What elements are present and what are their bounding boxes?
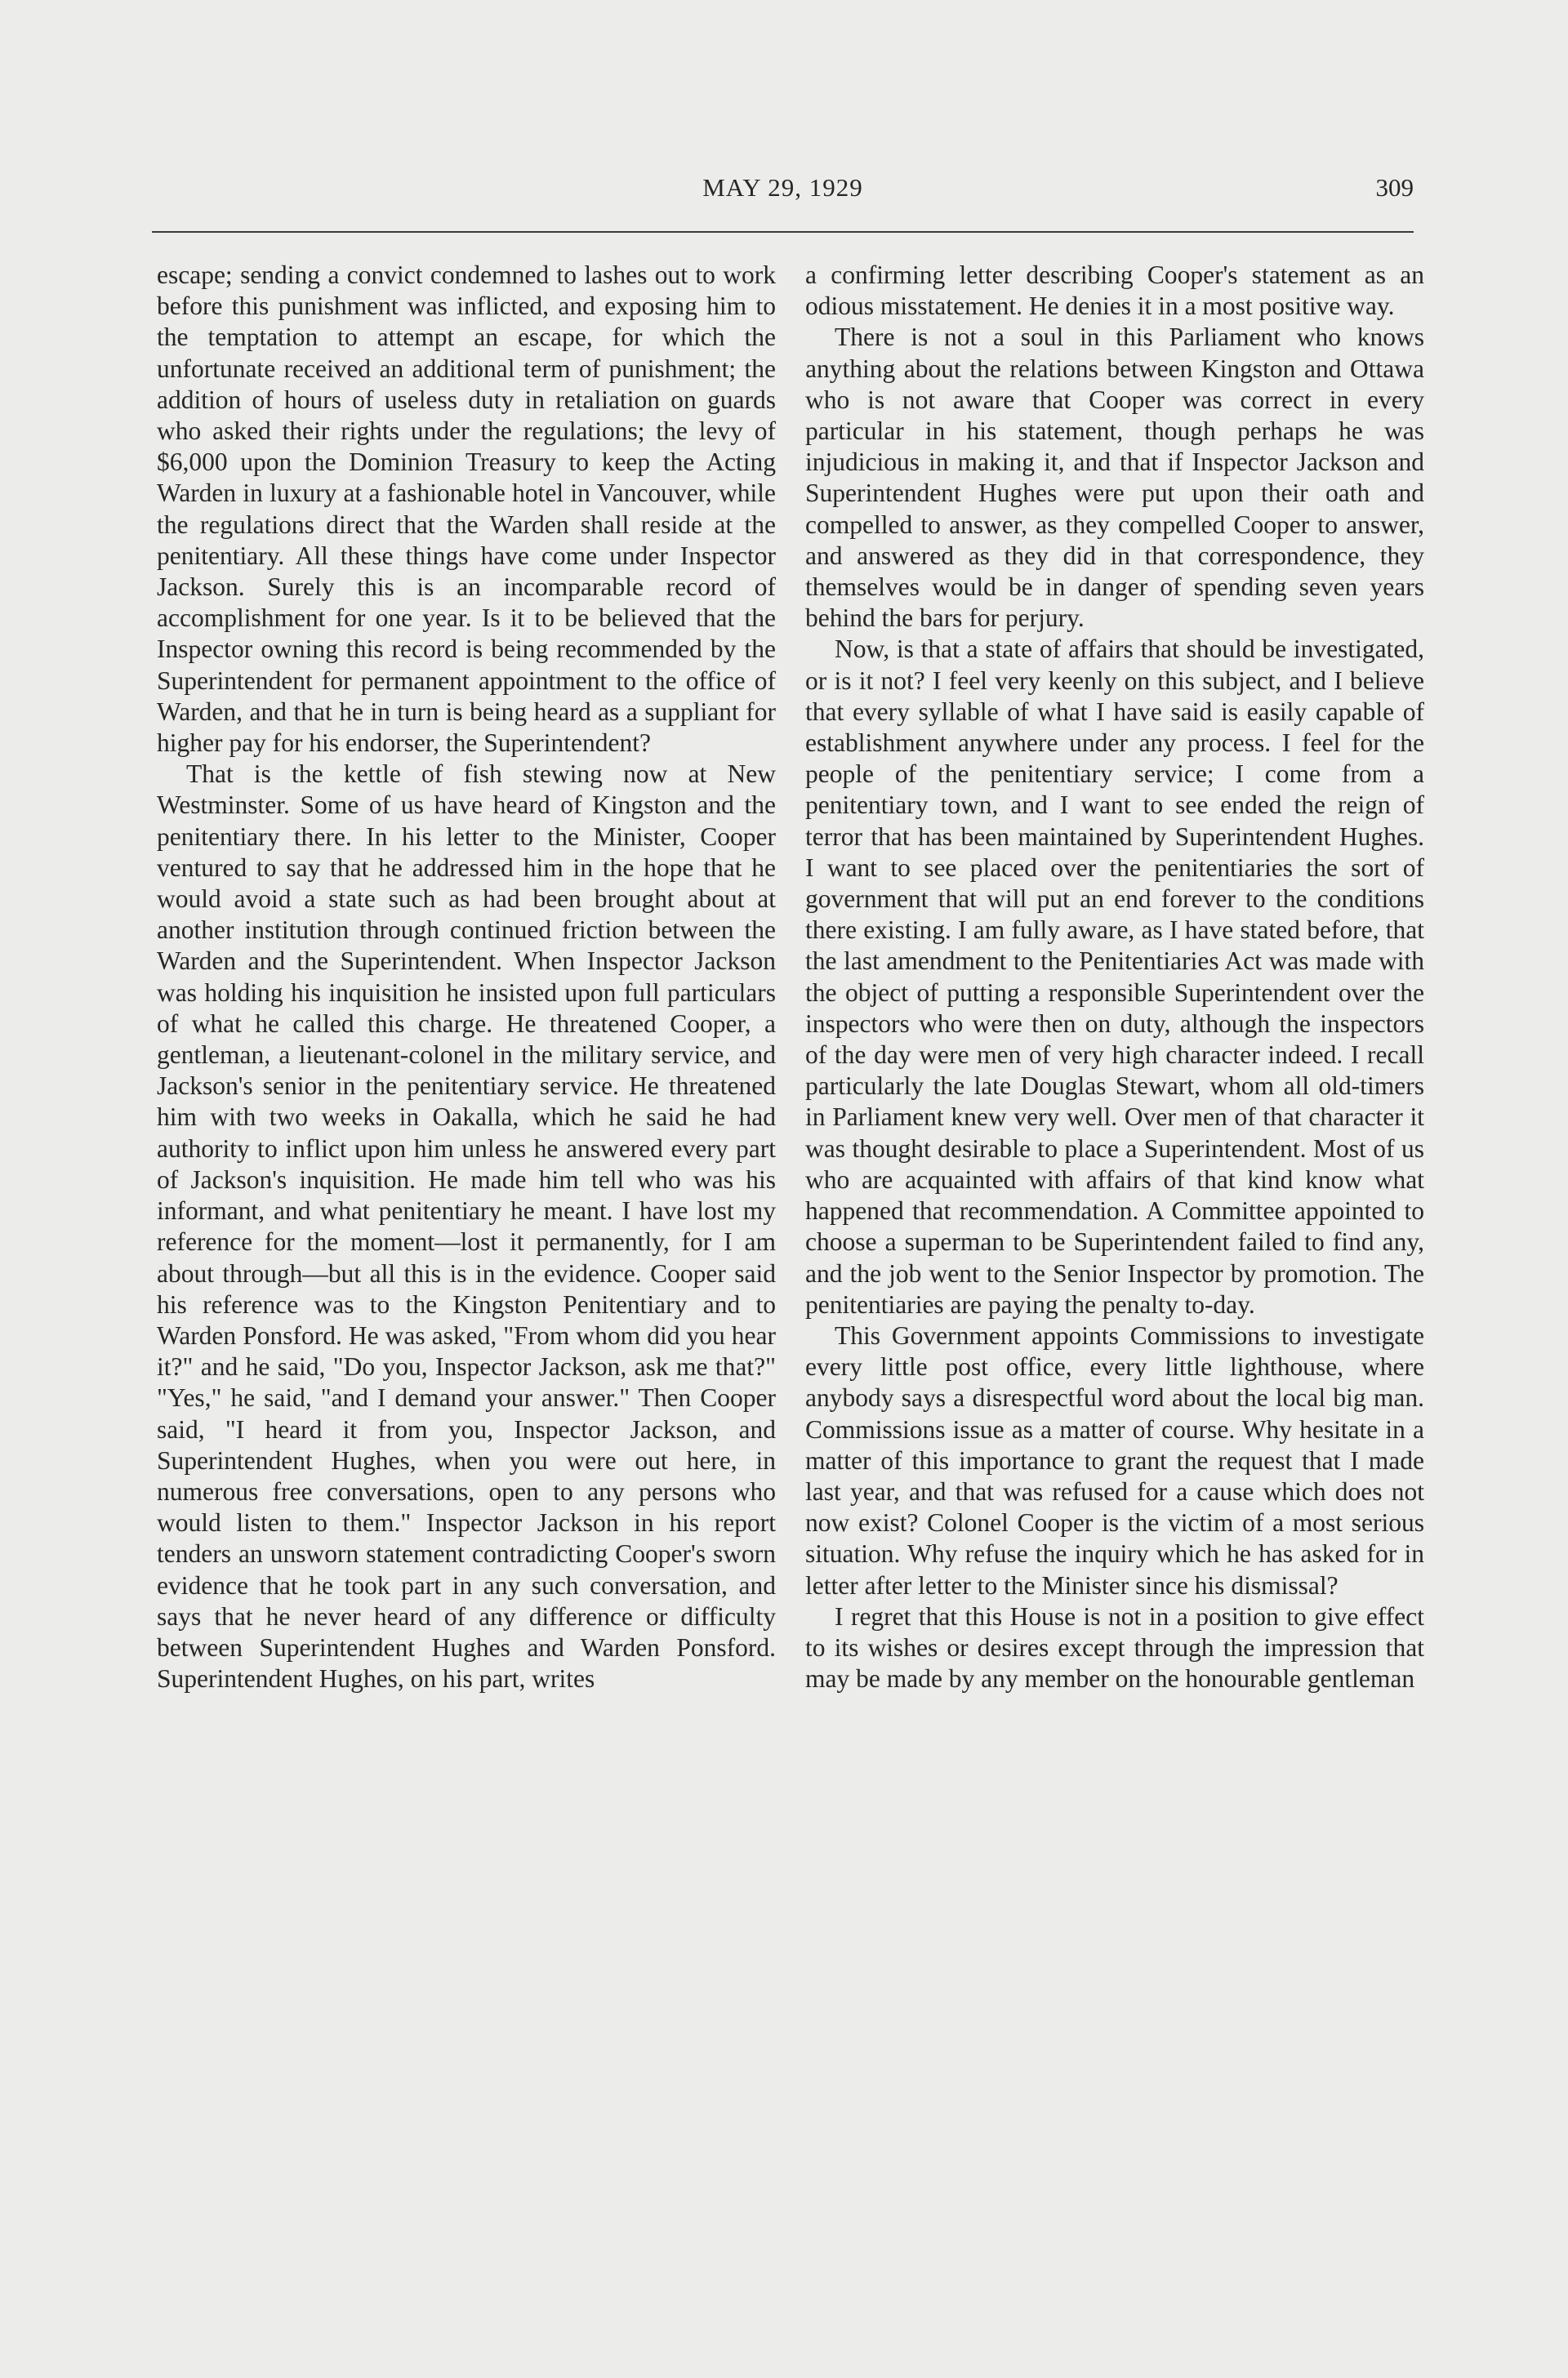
header-rule: [152, 231, 1414, 233]
paragraph: That is the kettle of fish stewing now at New Westminster. Some of us have heard of Kingston and the penitentiary there. In his letter to the Minister, Cooper ventured to say that he addressed him in the hope that he would avoid a state such as had been brought about at another institution through continued friction between the Warden and the Superintendent. When Inspector Jackson was holding his inquisition he insisted upon full particulars of what he called this charge. He threatened Cooper, a gentleman, a lieutenant-colonel in the military service, and Jackson's senior in the penitentiary service. He threatened him with two weeks in Oakalla, which he said he had authority to inflict upon him unless he answered every part of Jackson's inquisition. He made him tell who was his informant, and what penitentiary he meant. I have lost my reference for the moment—lost it permanently, for I am about through—but all this is in the evidence. Cooper said his reference was to the Kingston Penitentiary and to Warden Ponsford. He was asked, "From whom did you hear it?" and he said, "Do you, Inspector Jackson, ask me that?" "Yes," he said, "and I demand your answer." Then Cooper said, "I heard it from you, Inspector Jackson, and Superintendent Hughes, when you were out here, in numerous free conversations, open to any persons who would listen to them." Inspector Jackson in his report tenders an unsworn statement contradicting Cooper's sworn evidence that he took part in any such conversation, and says that he never heard of any difference or difficulty between Superintendent Hughes and Warden Ponsford. Superintendent Hughes, on his part, writes: [157, 759, 776, 1694]
page-date: MAY 29, 1929: [702, 173, 863, 202]
paragraph: There is not a soul in this Parliament who knows anything about the relations between Kingston and Ottawa who is not aware that Cooper was correct in every particular in his statement, though perhaps he was injudicious in making it, and that if Inspector Jackson and Superintendent Hughes were put upon their oath and compelled to answer, as they compelled Cooper to answer, and answered as they did in that correspondence, they themselves would be in danger of spending seven years behind the bars for perjury.: [805, 323, 1424, 633]
paragraph: This Government appoints Commissions to investigate every little post office, every little lighthouse, where anybody says a disrespectful word about the local big man. Commissions issue as a matter of course. Why hesitate in a matter of this importance to grant the request that I made last year, and that was refused for a cause which does not now exist? Colonel Cooper is the victim of a most serious situation. Why refuse the inquiry which he has asked for in letter after letter to the Minister since his dismissal?: [805, 1320, 1424, 1600]
right-column: [805, 260, 1424, 1694]
running-head: [152, 173, 1414, 214]
paragraph: escape; sending a convict condemned to lashes out to work before this punishment was inflicted, and exposing him to the temptation to attempt an escape, for which the unfortunate received an additional term of punishment; the addition of hours of useless duty in retaliation on guards who asked their rights under the regulations; the levy of $6,000 upon the Dominion Treasury to keep the Acting Warden in luxury at a fashionable hotel in Vancouver, while the regulations direct that the Warden shall reside at the penitentiary. All these things have come under Inspector Jackson. Surely this is an incomparable record of accomplishment for one year. Is it to be believed that the Inspector owning this record is being recommended by the Superintendent for permanent appointment to the office of Warden, and that he in turn is being heard as a suppliant for higher pay for his endorser, the Superintendent?: [157, 261, 776, 758]
paragraph: Now, is that a state of affairs that should be investigated, or is it not? I feel very keenly on this subject, and I believe that every syllable of what I have said is easily capable of establishment anywhere under any process. I feel for the people of the penitentiary service; I come from a penitentiary town, and I want to see ended the reign of terror that has been maintained by Superintendent Hughes. I want to see placed over the penitentiaries the sort of government that will put an end forever to the conditions there existing. I am fully aware, as I have stated before, that the last amendment to the Penitentiaries Act was made with the object of putting a responsible Superintendent over the inspectors who were then on duty, although the inspectors of the day were men of very high character indeed. I recall particularly the late Douglas Stewart, whom all old-timers in Parliament knew very well. Over men of that character it was thought desirable to place a Superintendent. Most of us who are acquainted with affairs of that kind know what happened that recommendation. A Committee appointed to choose a superman to be Superintendent failed to find any, and the job went to the Senior Inspector by promotion. The penitentiaries are paying the penalty to-day.: [805, 635, 1424, 1319]
page-number: 309: [1375, 173, 1414, 202]
paragraph: I regret that this House is not in a position to give effect to its wishes or desires except through the impression that may be made by any member on the honourable gentleman: [805, 1601, 1424, 1694]
left-column: [157, 260, 776, 1694]
paragraph: a confirming letter describing Cooper's statement as an odious misstatement. He denies it in a most positive way.: [805, 261, 1424, 321]
